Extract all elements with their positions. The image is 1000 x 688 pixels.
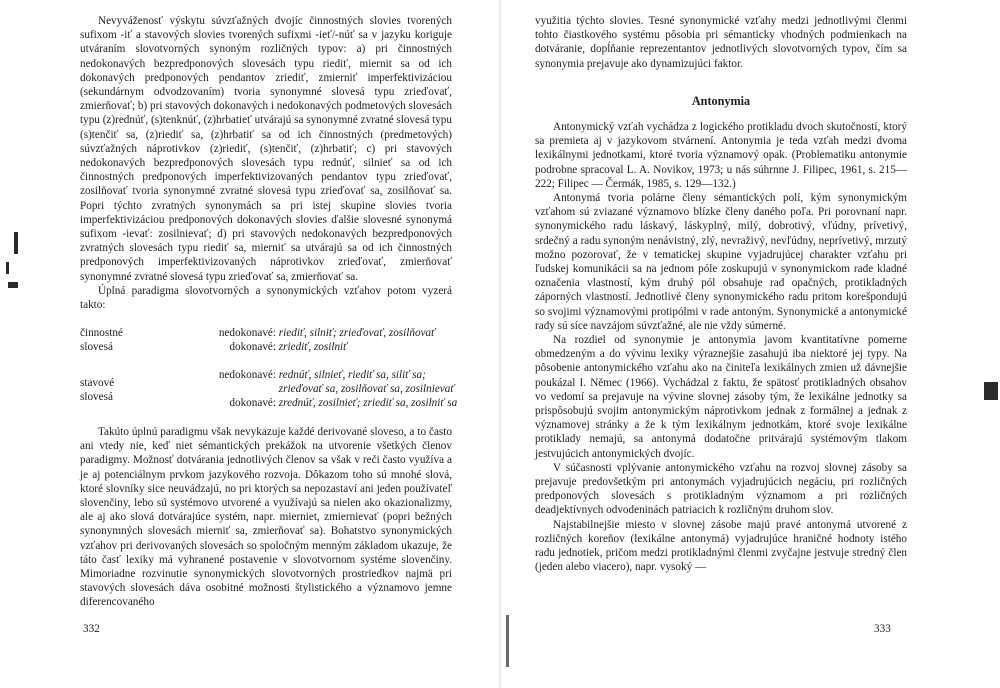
right-page — [500, 0, 1000, 688]
scan-margin-mark — [984, 382, 998, 400]
right-paragraph-6: Najstabilnejšie miesto v slovnej zásobe majú pravé antonymá utvorené z rozličných koreňov (lexikálne antonymá) vyjadrujúce hraničné hodnoty istého radu jednotiek, pričom medzi protikladnými členmi zvyčajne jestvuje stredný člen (jeden alebo viacero), napr. vysoký — — [535, 518, 907, 574]
paradigm-group-label-line2: slovesá — [80, 341, 113, 354]
paradigm-group-label — [80, 326, 180, 354]
paradigm-row-value: rednúť, silnieť, riediť sa, siliť sa; — [278, 369, 426, 381]
paradigm-row — [180, 326, 460, 340]
scan-margin-mark — [6, 262, 9, 274]
right-paragraph-3: Antonymá tvoria polárne členy sémantických polí, kým synonymickým vzťahom sú zviazané významovo blízke členy daného poľa. Pri porovnaní napr. synonymického radu láskavý, láskyplný, milý, dobrotivý, vľúdny, prívetivý, srdečný a radu synoným nenávistný, zlý, nevraživý, nevľúdny, neprívetivý, mrzutý možno pozorovať, že v tematickej skupine vyjadrujúcej charakter vzťahu pri ľudskej komunikácii sa na jednom póle zoskupujú v synonymickom rade kladné označenia vlastností, kým druhý pól obsahuje rad opačných, protikladných záporných vlastností. Jednotlivé členy synonymického radu pritom korešpondujú so svojimi významovými protipólmi v rade antoným. Synonymické a antonymické rady sú síce navzájom súvzťažné, ale nie vždy súmerné. — [535, 192, 907, 332]
paradigm-group-label-line2: slovesá — [80, 391, 113, 404]
left-paragraph-2: Úplná paradigma slovotvorných a synonymických vzťahov potom vyzerá takto: — [80, 284, 452, 312]
paradigm-row — [180, 368, 460, 382]
right-body-text-2 — [535, 120, 907, 575]
paradigm-group-label-line1: činnostné — [80, 327, 123, 339]
left-body-text-2 — [80, 425, 452, 610]
page-number: 332 — [83, 623, 100, 635]
section-heading: Antonymia — [691, 94, 751, 108]
right-body-text — [535, 14, 907, 71]
scan-margin-mark — [14, 232, 18, 254]
paradigm-row-key: dokonavé: — [229, 341, 276, 353]
paradigm-group-label-line1: stavové — [80, 377, 115, 389]
paradigm-row-value: zrieďovať sa, zosilňovať sa, zosilnievať — [278, 383, 455, 395]
paradigm-row-value: zrednúť, zosilnieť; zriediť sa, zosilniť sa — [278, 397, 458, 409]
right-paragraph-1: využitia týchto slovies. Tesné synonymické vzťahy medzi jednotlivými členmi tohto čiastkového systému pôsobia pri sémanticky vhodných podmienkach na dotváranie, dopĺňanie reprezentantov jednotlivých slovotvorných typov, čím sa synonymia prejavuje ako dynamizujúci faktor. — [535, 15, 907, 70]
right-paragraph-2: Antonymický vzťah vychádza z logického protikladu dvoch skutočností, ktorý sa premieta aj v jazykovom stvárnení. Antonymia je teda vzťah medzi dvoma lexikálnymi jednotkami, ktoré tvoria významový opak. (Problematiku antonymie podrobne spracoval L. A. Novikov, 1973; u nás súhrnne J. Filipec, 1961, s. 215—222; Filipec — Čermák, 1985, s. 129—132.) — [535, 121, 907, 190]
scan-margin-mark — [8, 282, 18, 288]
paradigm-row — [180, 396, 460, 410]
left-paragraph-1: Nevyváženosť výskytu súvzťažných dvojíc činnostných slovies tvorených sufixom -iť a stavových slovies tvorených sufixmi -ieť/-núť sa v jazyku koriguje utváraním slovotvorných synoným rozličných typov: a) pri činnostných nedokonavých bezpredponových slovesách typu riediť, miernit sa od ich dokonavých predponových pendantov zriediť, zmierniť imperfektivizáciou (sekundárnym odvodzovaním) tvoria synonymné slovesá typu zrieďovať, zmierňovať; b) pri stavových dokonavých i nedokonavých podmetových slovesách typu (z)rednúť, (s)tenknúť, (z)hrbatieť utvárajú sa synonymné zvratné slovesá typu (s)tenčiť sa, (z)riediť sa, (z)hrbatiť sa od ich činnostných (predmetových) súvzťažných náprotivkov (z)riediť, (s)tenčiť, (z)hrbatiť; c) pri stavových nedokonavých bezpredponových slovesách typu rednúť, silnieť sa od ich činnostných predponových imperfektivizovaných pendantov typu zrieďovať, zosilňovať tvoria synonymné zvratné slovesá typu zrieďovať sa, zosilňovať sa. Popri týchto zvratných synonymách sa pri istej skupine slovies tvoria imperfektivizáciou predponových dokonavých slovies ďalšie slovesné synonymá sufixom -ievať: zosilnievať; d) pri stavových nedokonavých bezpredponových zvratných slovesách typu riediť sa, mierniť sa utvárajú sa od ich činnostných predponových imperfektivizovaných náprotivkov zrieďovať, zmierňovať synonymné zvratné slovesá typu zrieďovať sa, zmierňovať sa. — [80, 15, 453, 283]
paradigm-row-key: nedokonavé: — [218, 369, 276, 381]
paradigm-row-value: zriediť, zosilniť — [278, 341, 348, 353]
paradigm-row-key: nedokonavé: — [218, 327, 276, 339]
paradigm-group-label — [80, 376, 180, 404]
paradigm-row-key: dokonavé: — [229, 397, 276, 409]
paradigm-row — [180, 382, 460, 396]
left-paragraph-3: Takúto úplnú paradigmu však nevykazuje každé derivované sloveso, a to často ani vtedy nie, keď niet sémantických prekážok na utvorenie všetkých členov paradigmy. Možnosť dotvárania jednotlivých členov sa však v reči často využíva a je aj potenciálnym prvkom jazykového rozvoja. Dôkazom toho sú mnohé slová, ktoré slovníky sice neuvádzajú, no pri ktorých sa nepozastaví ani jeden používateľ slovenčiny, lebo sú systémovo utvorené a využívajú sa nielen ako okazionalizmy, ale aj ako slová dotvárajúce systém, napr. mierniet, zmiernievať (popri bežných synonymných slovesách mierniť sa, zmierňovať sa). Bohatstvo synonymických vzťahov pri derivovaných slovesách so spoločným menným základom ukazuje, že táto časť lexiky má vyhranené postavenie v slovotvornom systéme slovenčiny. Mimoriadne rozvinutie synonymických slovotvorných prostriedkov najmä pri stavových slovesách dáva osobitné možnosti štylistického a významovo jemne diferencovaného — [80, 426, 452, 609]
right-paragraph-4: Na rozdiel od synonymie je antonymia javom kvantitatívne pomerne obmedzeným a do vývinu lexiky výraznejšie zasahujú iba niektoré jej typy. Na pôsobenie antonymického vzťahu ako na činiteľa lexikálnych zmien už dávnejšie poukázal I. Němec (1966). Vychádzal z faktu, že spätosť protikladných obsahov vo vedomí sa prejavuje na vývine slovnej zásoby tým, že lexikálne jednotky sa prispôsobujú svojim antonymickým náprotivkom jednak z formálnej a jednak z významovej stránky a že k tým lexikálnym jednotkám, ktoré svoje lexikálne protiklady nemajú, sa antonymá dodatočne pritvárajú systémovým tlakom jestvujúcich antonymických dvojíc. — [535, 334, 907, 460]
paradigm-row-value: riediť, silniť; zrieďovať, zosilňovať — [278, 327, 436, 339]
paradigm-row — [180, 340, 460, 354]
page-number: 333 — [874, 623, 891, 635]
right-paragraph-5: V súčasnosti vplývanie antonymického vzťahu na rozvoj slovnej zásoby sa prejavuje predovšetkým pri antonymách vyjadrujúcich negáciu, pri rozličných predponových slovesách s protikladným významom a pri rozličných deadjektívnych odvodeninách patriacich k rozličným druhom slov. — [535, 461, 907, 517]
left-body-text — [80, 14, 452, 312]
